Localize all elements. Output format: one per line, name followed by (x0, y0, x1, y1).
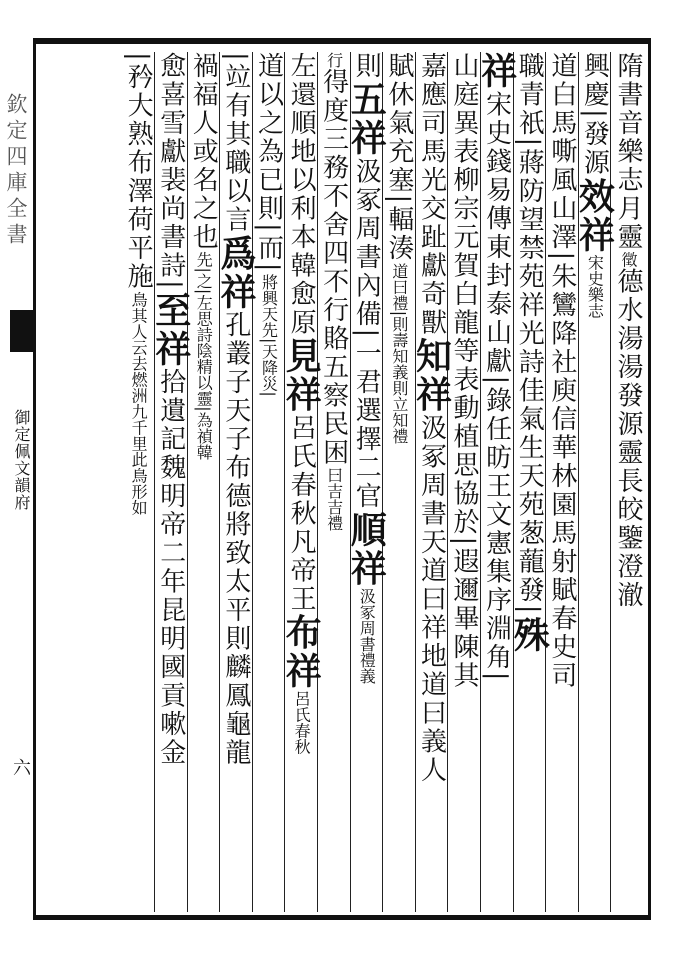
body-text: 愈喜雪獻裴尚書詩| (155, 52, 186, 292)
annotation-text: 徵 (619, 251, 638, 268)
entry-headword: 效祥 (573, 177, 616, 255)
body-text: 道以之為已則|而| (253, 52, 284, 275)
text-column (188, 52, 221, 912)
body-text: 則 (351, 52, 382, 81)
body-text: 汲冢周書內備|一君選擇二官 (351, 157, 382, 511)
entry-headword: 見祥 (280, 337, 323, 414)
body-text: |竝有其職以言 (220, 52, 251, 235)
annotation-text: 汲冢周書禮義 (357, 587, 377, 684)
text-column (508, 52, 551, 912)
page-number: 六 (10, 758, 31, 776)
body-text: 宋史錢易傳東封泰山獻|錄任昉王文憲集序淵角| (481, 90, 512, 684)
body-text: 禍福人或名之也 (188, 52, 219, 252)
body-text: 嘉應司馬光交趾獻奇獸 (416, 52, 447, 337)
entry-headword: 殊 (508, 616, 551, 655)
text-column (214, 52, 257, 912)
annotation-text: 鳥其人云去燃洲九千里此鳥形如 (129, 291, 149, 516)
body-text: 山庭異表柳宗元賀白龍等表動植思協於|遐邇畢陳其 (449, 52, 480, 691)
entry-headword: 祥 (475, 52, 518, 91)
text-column (123, 52, 156, 912)
annotation-text: 宋史樂志 (585, 254, 605, 319)
spine-black-marker (10, 310, 33, 352)
body-text: |矜大熟布澤荷平施 (123, 52, 154, 292)
annotation-text: 道曰禮|則壽知義則立知禮 (389, 262, 409, 445)
text-column (448, 52, 481, 912)
body-text: 左還順地以利本韓愈原 (286, 52, 317, 337)
text-column (410, 52, 453, 912)
entry-headword: 知祥 (410, 337, 453, 414)
body-text: 賦休氣充塞|輻湊 (383, 52, 414, 263)
body-text: 得度三務不舍四不行賂五察民困 (318, 68, 349, 467)
text-column (280, 52, 323, 912)
bottom-rule (36, 915, 648, 920)
body-text: 興慶|發源 (579, 52, 610, 178)
body-text: 道白馬嘶風山澤|朱鸞降社庾信華林園馬射賦春史司 (546, 52, 577, 691)
body-text: 汲冢周書天道曰祥地道曰義人 (416, 414, 447, 785)
text-column (475, 52, 518, 912)
body-text: 德水湯湯發源靈長皎鑒澄澈 (613, 267, 643, 610)
text-columns (48, 52, 644, 912)
spine-collection-title: 欽定四庫全書 (4, 92, 28, 249)
entry-headword: 爲祥 (214, 234, 257, 312)
annotation-text: 先|之|左思詩陰精以靈|為禎韓 (194, 251, 214, 460)
spine-margin (4, 38, 36, 920)
body-text: 隋書音樂志月靈 (613, 52, 643, 252)
annotation-text: 行 (324, 52, 344, 68)
text-column (573, 52, 616, 912)
entry-headword: 五祥 (345, 80, 388, 158)
annotation-text: 呂氏春秋 (292, 690, 312, 755)
text-column (149, 52, 192, 912)
text-column (318, 52, 351, 912)
annotation-text: 天降災| (259, 343, 279, 397)
text-column (611, 52, 644, 912)
text-column (253, 52, 286, 912)
annotation-text: 曰吉吉禮 (324, 467, 344, 531)
top-rule (36, 40, 648, 44)
annotation-text: 將興天先| (259, 274, 279, 344)
entry-headword: 布祥 (280, 613, 323, 691)
body-text: 孔叢子天子布德將致太平則麟鳳龜龍 (220, 311, 251, 768)
entry-headword: 至祥 (149, 291, 192, 369)
entry-headword: 順祥 (345, 510, 388, 588)
spine-book-title: 御定佩文韻府 (12, 409, 31, 511)
body-text: 職青祇|蔣防望禁苑祥光詩佳氣生天苑葱蘢發| (514, 52, 545, 617)
body-text: 呂氏春秋凡帝王 (286, 414, 317, 614)
text-column (345, 52, 388, 912)
body-text: 拾遺記魏明帝二年昆明國貢嗽金 (155, 368, 186, 768)
text-column (383, 52, 416, 912)
